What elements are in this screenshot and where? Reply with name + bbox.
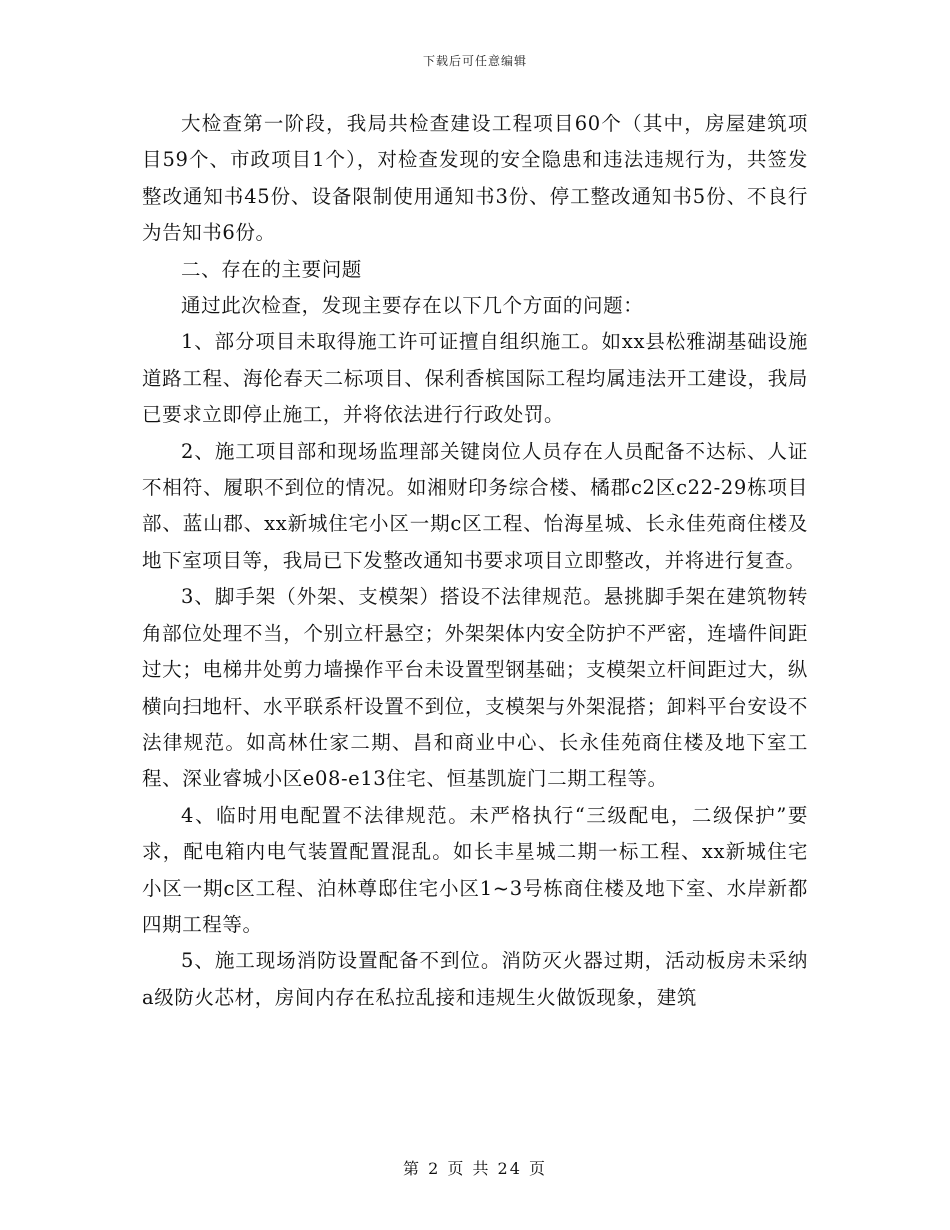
section-heading-main-problems: 二、存在的主要问题 <box>181 257 362 281</box>
paragraph-issue-4: 4、临时用电配置不法律规范。未严格执行“三级配电，二级保护”要求，配电箱内电气装置配置混乱。如长丰星城二期一标工程、xx新城住宅小区一期c区工程、泊林尊邸住宅小区1~3号栋商住楼及地下室、水岸新都四期工程等。 <box>142 803 808 936</box>
document-body <box>142 106 808 1016</box>
paragraph-inspection-summary: 大检查第一阶段，我局共检查建设工程项目60个（其中，房屋建筑项目59个、市政项目1个），对检查发现的安全隐患和违法违规行为，共签发整改通知书45份、设备限制使用通知书3份、停工整改通知书5份、不良行为告知书6份。 <box>142 112 808 245</box>
paragraph-issue-2: 2、施工项目部和现场监理部关键岗位人员存在人员配备不达标、人证不相符、履职不到位的情况。如湘财印务综合楼、橘郡c2区c22-29栋项目部、蓝山郡、xx新城住宅小区一期c区工程、怡海星城、长永佳苑商住楼及地下室项目等，我局已下发整改通知书要求项目立即整改，并将进行复查。 <box>142 439 808 572</box>
paragraph-issue-5: 5、施工现场消防设置配备不到位。消防灭火器过期，活动板房未采纳a级防火芯材，房间内存在私拉乱接和违规生火做饭现象，建筑 <box>142 949 808 1009</box>
page-number-footer: 第 2 页 共 24 页 <box>403 1159 547 1178</box>
page-header: 下载后可任意编辑 <box>422 54 527 68</box>
paragraph-intro: 通过此次检查，发现主要存在以下几个方面的问题： <box>181 294 644 318</box>
paragraph-issue-3: 3、脚手架（外架、支模架）搭设不法律规范。悬挑脚手架在建筑物转角部位处理不当，个别立杆悬空；外架架体内安全防护不严密，连墙件间距过大；电梯井处剪力墙操作平台未设置型钢基础；支模架立杆间距过大，纵横向扫地杆、水平联系杆设置不到位，支模架与外架混搭；卸料平台安设不法律规范。如高林仕家二期、昌和商业中心、长永佳苑商住楼及地下室工程、深业睿城小区e08-e13住宅、恒基凯旋门二期工程等。 <box>142 585 808 791</box>
paragraph-issue-1: 1、部分项目未取得施工许可证擅自组织施工。如xx县松雅湖基础设施道路工程、海伦春天二标项目、保利香槟国际工程均属违法开工建设，我局已要求立即停止施工，并将依法进行行政处罚。 <box>142 330 808 427</box>
